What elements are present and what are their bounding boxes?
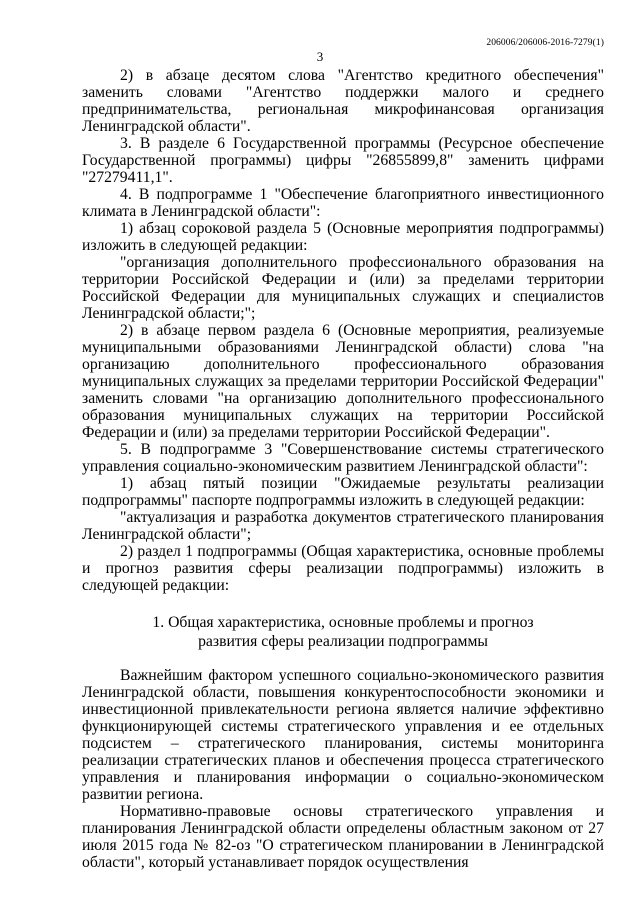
paragraph: 4. В подпрограмме 1 "Обеспечение благоприятного инвестиционного климата в Ленинградской области": bbox=[82, 186, 604, 220]
section-title-line-2: развития сферы реализации подпрограммы bbox=[198, 633, 488, 650]
paragraph: "организация дополнительного профессионального образования на территории Российской Федерации и (или) за пределами территории Российской Федерации для муниципальных служащих и специалистов Ленинградской области;"; bbox=[82, 254, 604, 322]
paragraph: 2) раздел 1 подпрограммы (Общая характеристика, основные проблемы и прогноз развития сферы реализации подпрограммы) изложить в следующей редакции: bbox=[82, 543, 604, 594]
paragraph: Важнейшим фактором успешного социально-экономического развития Ленинградской области, повышения конкурентоспособности экономики и инвестиционной привлекательности региона является наличие эффективно функционирующей системы стратегического управления и ее отдельных подсистем – стратегического планирования, системы мониторинга реализации стратегических планов и обеспечения процесса стратегического управления и планирования информации о социально-экономическом развитии региона. bbox=[82, 667, 604, 803]
page-number: 3 bbox=[316, 49, 324, 64]
paragraph: 1) абзац пятый позиции "Ожидаемые результаты реализации подпрограммы" паспорте подпрограммы изложить в следующей редакции: bbox=[82, 475, 604, 509]
paragraph: Нормативно-правовые основы стратегического управления и планирования Ленинградской области определены областным законом от 27 июля 2015 года № 82-оз "О стратегическом планировании в Ленинградской области", который устанавливает порядок осуществления bbox=[82, 803, 604, 871]
paragraph: 2) в абзаце десятом слова "Агентство кредитного обеспечения" заменить словами "Агентство поддержки малого и среднего предпринимательства, региональная микрофинансовая организация Ленинградской области". bbox=[82, 67, 604, 135]
paragraph: 2) в абзаце первом раздела 6 (Основные мероприятия, реализуемые муниципальными образованиями Ленинградской области) слова "на организацию дополнительного профессионального образования муниципальных служащих за пределами территории Российской Федерации" заменить словами "на организацию дополнительного профессионального образования муниципальных служащих на территории Российской Федерации и (или) за пределами территории Российской Федерации". bbox=[82, 322, 604, 441]
paragraph: 5. В подпрограмме 3 "Совершенствование системы стратегического управления социально-экономическим развитием Ленинградской области": bbox=[82, 441, 604, 475]
paragraph: "актуализация и разработка документов стратегического планирования Ленинградской области"; bbox=[82, 509, 604, 543]
document-body bbox=[82, 67, 604, 871]
paragraph: 1) абзац сороковой раздела 5 (Основные мероприятия подпрограммы) изложить в следующей редакции: bbox=[82, 220, 604, 254]
paragraph: 3. В разделе 6 Государственной программы (Ресурсное обеспечение Государственной программы) цифры "26855899,8" заменить цифрами "27279411,1". bbox=[82, 135, 604, 186]
section-title bbox=[82, 613, 604, 651]
section-title-line-1: 1. Общая характеристика, основные проблемы и прогноз bbox=[152, 614, 534, 631]
document-id: 206006/206006-2016-7279(1) bbox=[486, 38, 604, 48]
